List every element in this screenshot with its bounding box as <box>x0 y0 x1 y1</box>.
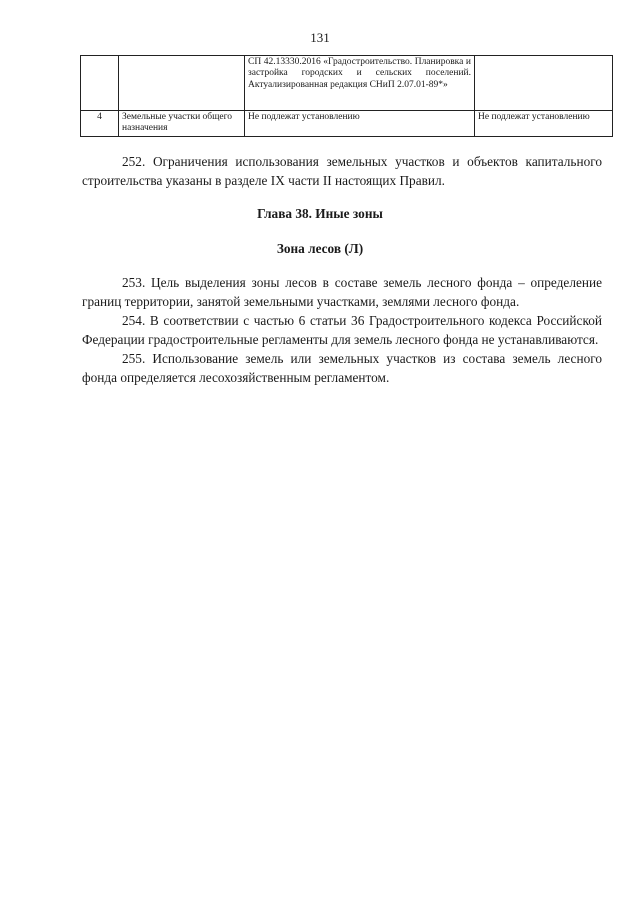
paragraph-block <box>82 152 602 190</box>
paragraph-253: 253. Цель выделения зоны лесов в составе земель лесного фонда – определение границ территории, занятой земельными участками, землями лесного фонда. <box>82 275 602 309</box>
table-cell-name <box>119 56 245 111</box>
regulations-table <box>80 55 613 137</box>
table-row <box>81 56 613 111</box>
paragraph-254: 254. В соответствии с частью 6 статьи 36 Градостроительного кодекса Российской Федерации градостроительные регламенты для земель лесного фонда не устанавливаются. <box>82 313 602 347</box>
table-cell-number <box>81 56 119 111</box>
paragraph-255: 255. Использование земель или земельных участков из состава земель лесного фонда определяется лесохозяйственным регламентом. <box>82 351 602 385</box>
table-cell-name: Земельные участки общего назначения <box>119 111 245 137</box>
chapter-heading: Глава 38. Иные зоны <box>257 206 383 221</box>
page-number: 131 <box>310 30 330 45</box>
paragraph-block <box>82 273 602 387</box>
zone-heading: Зона лесов (Л) <box>276 241 364 256</box>
table-cell-requirements: Не подлежат установлению <box>245 111 475 137</box>
table-cell-note: Не подлежат установлению <box>475 111 613 137</box>
table-row <box>81 111 613 137</box>
table-cell-note <box>475 56 613 111</box>
table-cell-number: 4 <box>81 111 119 137</box>
table-cell-requirements: СП 42.13330.2016 «Градостроительство. Планировка и застройка городских и сельских поселений. Актуализированная редакция СНиП 2.07.01-89*» <box>245 56 475 111</box>
paragraph-252: 252. Ограничения использования земельных участков и объектов капитального строительства указаны в разделе IX части II настоящих Правил. <box>82 154 602 188</box>
